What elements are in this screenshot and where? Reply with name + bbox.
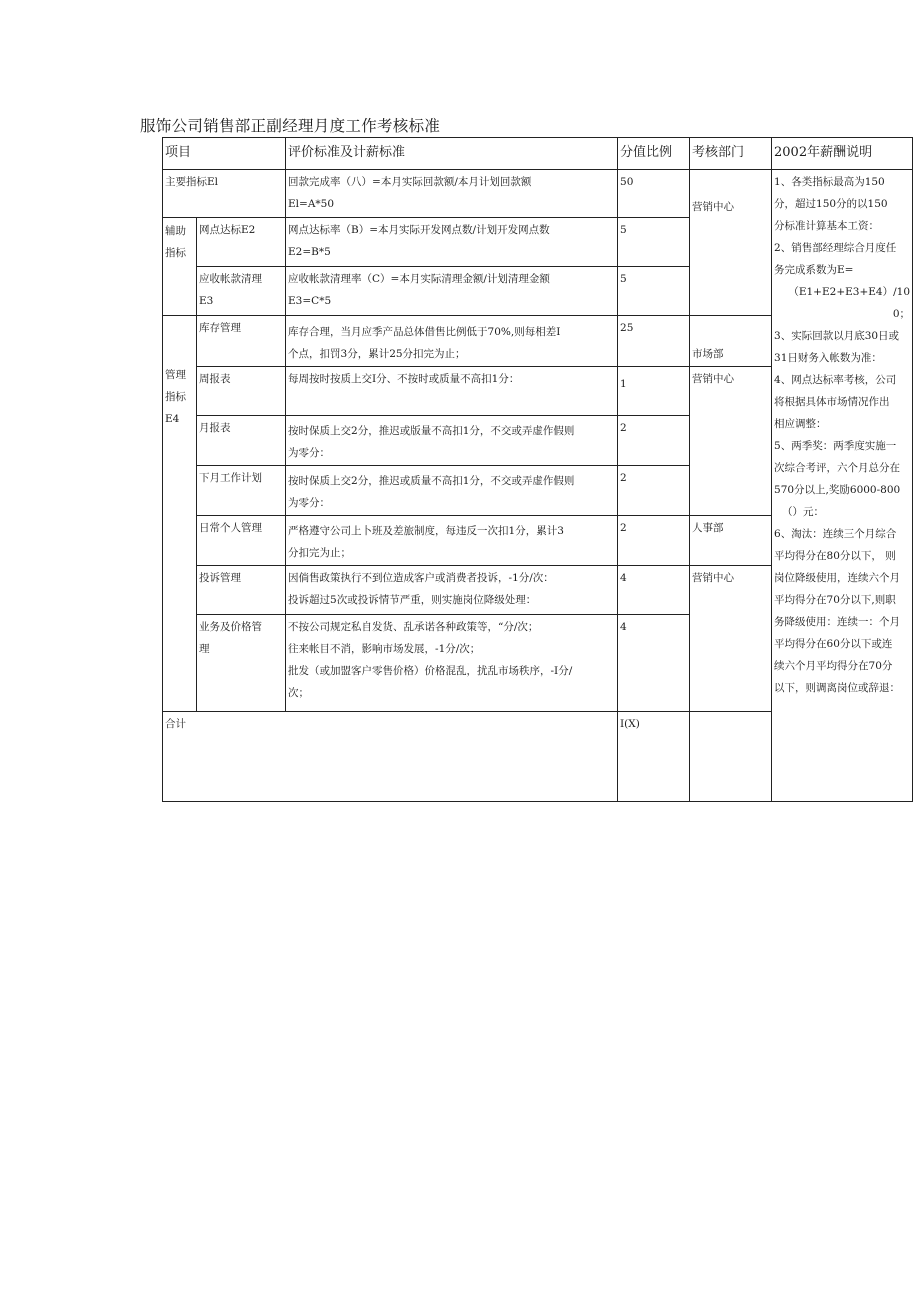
item-inventory: 库存管理 [197,316,286,367]
item-business: 业务及价格管 理 [197,615,286,712]
score-plan: 2 [618,466,690,516]
score-e2: 5 [618,218,690,267]
score-main: 50 [618,170,690,218]
header-dept: 考核部门 [690,138,772,170]
table-row [163,170,913,218]
score-monthly: 2 [618,416,690,466]
salary-notes: 1、各类指标最高为150 分，超过150分的以150 分标准计算基本工资： 2、销售部经理综合月度任 务完成系数为E= （E1+E2+E3+E4）/100； 3、实际回款以月底30日或 31日财务入帐数为准： 4、网点达标率考核，公司 将根据具体市场情况作出 相应调整： 5、两季奖：两季度实施一 次综合考评，六个月总分在 570分以上,奖励6000-800 （）元： 6、淘汰：连续三个月综合 平均得分在80分以下， 则 岗位降级使用，连续六个月 平均得分在70分以下,则职 务降级使用：连续一：个月 平均得分在60分以下或连 续六个月平均得分在70分 以下，则调离岗位或辞退： [772,170,913,802]
criteria-complaint: 因倘售政策执行不到位造成客户或消费者投诉，-1分/次： 投诉超过5次或投诉情节严重，则实施岗位降级处理： [286,566,618,615]
category-management: 管理 指标 E4 [163,316,197,712]
dept-total [690,712,772,802]
item-e3: 应收帐款清理 E3 [197,267,286,316]
criteria-e3: 应收帐款清理率（C）=本月实际清理金额/计划清理金额 E3=C*5 [286,267,618,316]
category-auxiliary: 辅助 指标 [163,218,197,316]
header-notes: 2002年薪酬说明 [772,138,913,170]
criteria-inventory: 库存合理，当月应季产品总体借售比例低于70%,则每相差I 个点，扣罚3分，累计25分扣完为止； [286,316,618,367]
score-business: 4 [618,615,690,712]
item-complaint: 投诉管理 [197,566,286,615]
assessment-table [162,137,913,802]
criteria-daily: 严格遵守公司上卜班及差旅制度，每违反一次扣1分，累计3 分扣完为止； [286,516,618,566]
item-e2: 网点达标E2 [197,218,286,267]
score-e3: 5 [618,267,690,316]
item-main: 主要指标El [163,170,286,218]
header-item: 项目 [163,138,286,170]
header-score: 分值比例 [618,138,690,170]
item-total: 合计 [163,712,618,802]
dept-marketing-3: 营销中心 [690,566,772,712]
dept-marketing-1: 营销中心 [690,170,772,316]
header-criteria: 评价标准及计薪标准 [286,138,618,170]
criteria-monthly: 按时保质上交2分，推迟或版量不高扣1分，不交或弄虚作假则 为零分： [286,416,618,466]
score-inventory: 25 [618,316,690,367]
document-title: 服饰公司销售部正副经理月度工作考核标准 [140,117,441,135]
score-weekly: 1 [618,367,690,416]
table-header-row [163,138,913,170]
criteria-weekly: 每周按时按质上交I分、不按时或质量不高扣1分： [286,367,618,416]
dept-hr: 人事部 [690,516,772,566]
item-monthly: 月报表 [197,416,286,466]
item-plan: 下月工作计划 [197,466,286,516]
dept-market: 市场部 [690,316,772,367]
item-daily: 日常个人管理 [197,516,286,566]
criteria-plan: 按时保质上交2分，推迟或质量不高扣1分，不交或弄虚作假则 为零分： [286,466,618,516]
item-weekly: 周报表 [197,367,286,416]
score-total: I(X) [618,712,690,802]
criteria-business: 不按公司规定私自发货、乱承诺各种政策等，“分/次； 往来帐目不消，影响市场发展，-1分/次； 批发（或加盟客户零售价格）价格混乱，扰乱市场秩序，-I分/ 次； [286,615,618,712]
criteria-e2: 网点达标率（B）=本月实际开发网点数/计划开发网点数 E2=B*5 [286,218,618,267]
criteria-main: 回款完成率（八）=本月实际回款额/本月计划回款额 El=A*50 [286,170,618,218]
score-daily: 2 [618,516,690,566]
score-complaint: 4 [618,566,690,615]
dept-marketing-2: 营销中心 [690,367,772,516]
